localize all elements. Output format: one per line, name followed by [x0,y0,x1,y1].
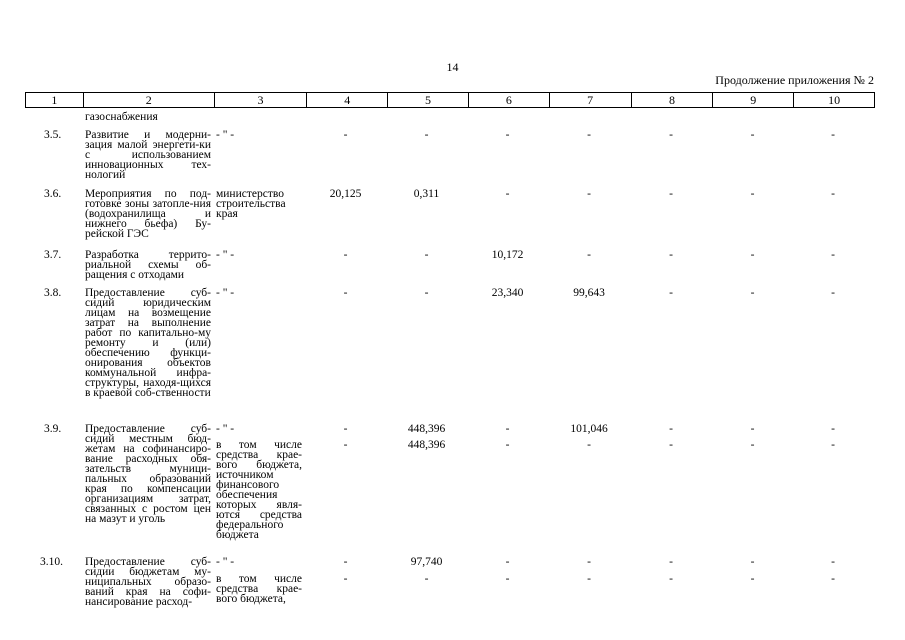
cell-col6: - [505,188,510,200]
row-number: 3.6. [44,188,62,200]
cell-col7: - [587,249,591,261]
cell-col10: - [831,287,835,299]
cell-col6: - [505,439,510,451]
col-header: 6 [469,93,550,107]
row-name: Мероприятия по под-готовке зоны затопле-ния (водохранилища и нижнего бьефа) Бу-рейской ГЭС [85,188,211,240]
cell-col5: 448,396 [407,423,446,435]
row-executor: - " - [216,423,235,435]
row-name: Развитие и модерни-зация малой энергети-ки с использованием инновационных тех-нологий [85,129,211,181]
col-header: 3 [215,93,308,107]
row-executor-sub: в том числе средства крае-вого бюджета, [216,573,302,605]
cell-col7: - [587,556,591,568]
row-name: Предоставление суб-сидий местным бюд-жетам на софинансиро-вание расходных обя-зательств муници-пальных образований края по компенсации организациям затрат, связанных с ростом цен на мазут и уголь [85,423,211,525]
cell-col8: - [669,129,673,141]
cell-col8: - [669,439,673,451]
cell-col9: - [750,129,755,141]
row-executor: - " - [216,249,235,261]
cell-col10: - [831,423,835,435]
cell-col5: - [424,287,429,299]
cell-col4: 20,125 [329,188,362,200]
cell-col6: 23,340 [491,287,524,299]
cell-col10: - [831,573,835,585]
cell-col4: - [343,439,348,451]
cell-col9: - [750,188,755,200]
cell-col6: - [505,556,510,568]
row-executor: - " - [216,129,235,141]
cell-col10: - [831,249,835,261]
cell-col8: - [669,249,673,261]
row-executor: - " - [216,556,235,568]
cell-col6: - [505,573,510,585]
cell-col5: - [424,249,429,261]
col-header: 10 [828,93,841,107]
cell-col7: - [587,439,591,451]
row-number: 3.9. [44,423,62,435]
col-header: 4 [307,93,388,107]
cell-col9: - [750,556,755,568]
row-name: Предоставление суб-сидии бюджетам му-ниципальных образо-ваний края на софи-нансирование расход- [85,556,211,608]
cell-col9: - [750,439,755,451]
cell-col6: - [505,423,510,435]
cell-col7: - [587,573,591,585]
row-name: Разработка террито-риальной схемы об-ращения с отходами [85,249,211,281]
cell-col4: - [343,423,348,435]
row-number: 3.8. [44,287,62,299]
col-header: 7 [550,93,632,107]
row-executor: - " - [216,287,235,299]
continuation-note: Продолжение приложения № 2 [715,73,874,87]
cell-col7: 101,046 [570,423,608,435]
row-number: 3.10. [40,556,63,568]
cell-col7: - [587,188,591,200]
cell-col5: 448,396 [407,439,446,451]
row-number: 3.7. [44,249,62,261]
col-header: 1 [26,93,84,107]
cell-col5: - [424,129,429,141]
col-header: 2 [84,93,215,107]
cell-col9: - [750,249,755,261]
cell-col4: - [343,249,348,261]
cell-col5: 97,740 [410,556,443,568]
cell-col4: - [343,129,348,141]
cell-col5: 0,311 [413,188,440,200]
row-executor-sub: в том числе средства крае-вого бюджета, источником финансового обеспечения которых явля-ются средства федерального бюджета [216,439,302,541]
cell-col4: - [343,556,348,568]
cell-col8: - [669,556,673,568]
cell-col7: - [587,129,591,141]
cell-col4: - [343,573,348,585]
cell-col5: - [424,573,429,585]
cell-col7: 99,643 [573,287,605,299]
col-header: 8 [632,93,714,107]
table-header [25,92,875,108]
cell-col8: - [669,188,673,200]
row-name: Предоставление суб-сидий юридическим лицам на возмещение затрат на выполнение работ по капитально-му ремонту и (или) обеспечению функци-онирования объектов коммунальной инфра-структуры, находя-щихся в краевой соб-ственности [85,287,211,399]
cell-col10: - [831,129,835,141]
cell-col9: - [750,423,755,435]
cell-col10: - [831,439,835,451]
cell-col6: 10,172 [491,249,524,261]
cell-col6: - [505,129,510,141]
cell-col4: - [343,287,348,299]
cell-col8: - [669,287,673,299]
row-number: 3.5. [44,129,62,141]
carry-over-text: газоснабжения [85,111,158,123]
cell-col9: - [750,287,755,299]
cell-col8: - [669,573,673,585]
row-executor: министерство строительства края [216,188,286,220]
cell-col8: - [669,423,673,435]
cell-col10: - [831,556,835,568]
col-header: 9 [713,93,794,107]
col-header: 5 [388,93,469,107]
cell-col10: - [831,188,835,200]
page-number: 14 [446,60,459,74]
cell-col9: - [750,573,755,585]
